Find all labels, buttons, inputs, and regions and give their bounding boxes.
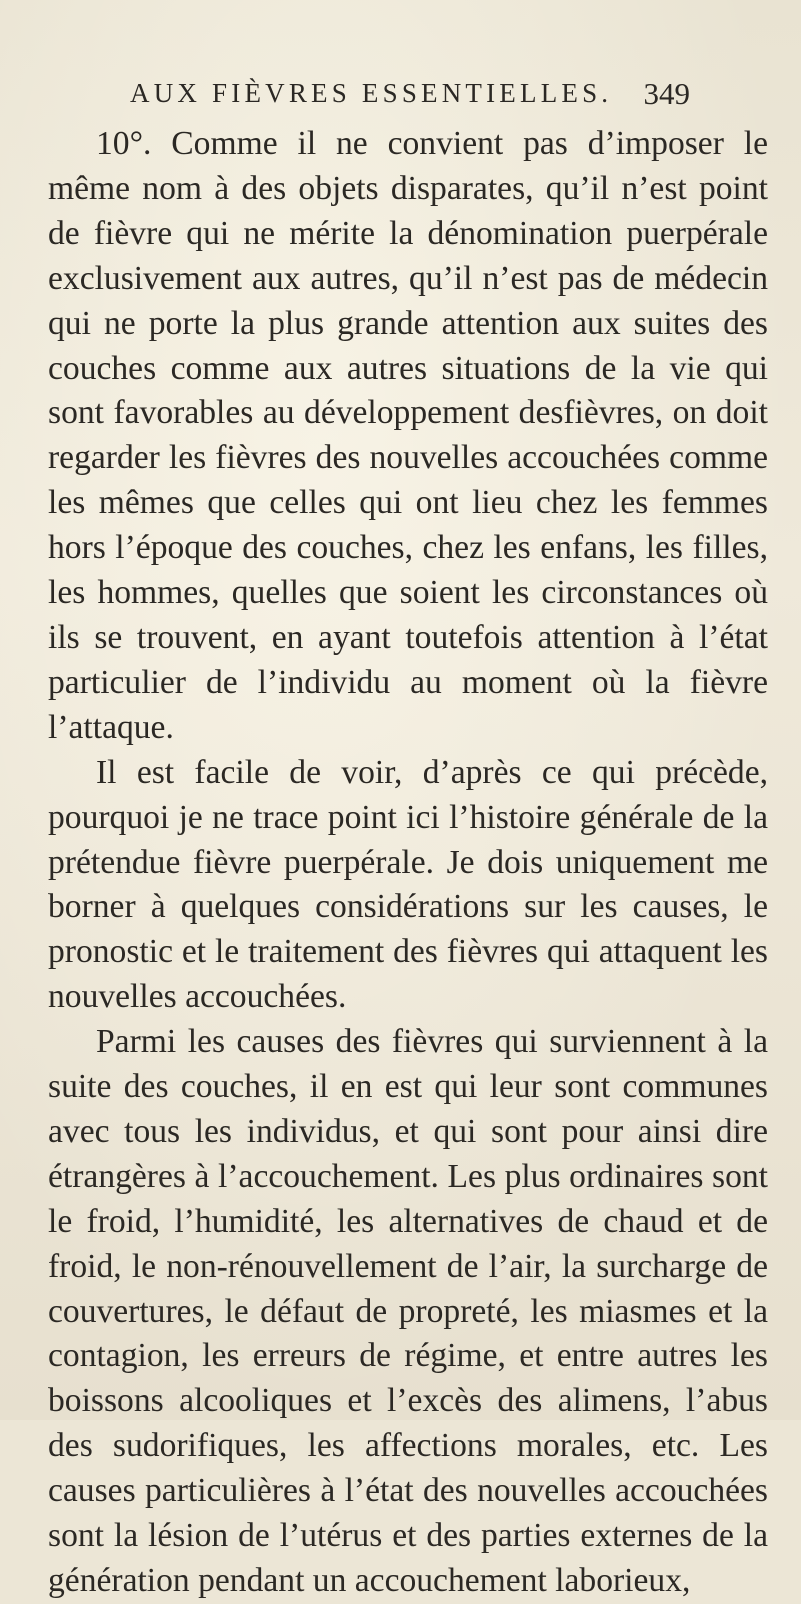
page-number: 349 bbox=[643, 76, 690, 111]
paragraph-3: Parmi les causes des fièvres qui surviennent à la suite des couches, il en est qui leur sont communes avec tous les individus, et qui sont pour ainsi dire étrangères à l’accouchement. Les plus ordinaires sont le froid, l’humidité, les alternatives de chaud et de froid, le non-rénouvellement de l’air, la surcharge de couvertures, le défaut de propreté, les miasmes et la contagion, les erreurs de régime, et entre autres les boissons alcooliques et l’excès des alimens, l’abus des sudorifiques, les affections morales, etc. Les causes particulières à l’état des nouvelles accouchées sont la lésion de l’utérus et des parties externes de la génération pendant un accouchement laborieux, bbox=[48, 1023, 768, 1599]
paragraph-2: Il est facile de voir, d’après ce qui précède, pourquoi je ne trace point ici l’histoire générale de la prétendue fièvre puerpérale. Je dois uniquement me borner à quelques considérations sur les causes, le pronostic et le traitement des fièvres qui attaquent les nouvelles accouchées. bbox=[48, 753, 768, 1016]
running-head: AUX FIÈVRES ESSENTIELLES. bbox=[130, 78, 613, 108]
body-text bbox=[48, 122, 768, 1604]
page-header bbox=[130, 78, 690, 118]
paragraph-1: 10°. Comme il ne convient pas d’imposer le même nom à des objets disparates, qu’il n’est point de fièvre qui ne mérite la dénomination puerpérale exclusivement aux autres, qu’il n’est pas de médecin qui ne porte la plus grande attention aux suites des couches comme aux autres situations de la vie qui sont favorables au développement desfièvres, on doit regarder les fièvres des nouvelles accouchées comme les mêmes que celles qui ont lieu chez les femmes hors l’époque des couches, chez les enfans, les filles, les hommes, quelles que soient les circonstances où ils se trouvent, en ayant toutefois attention à l’état particulier de l’individu au moment où la fièvre l’attaque. bbox=[48, 125, 768, 746]
